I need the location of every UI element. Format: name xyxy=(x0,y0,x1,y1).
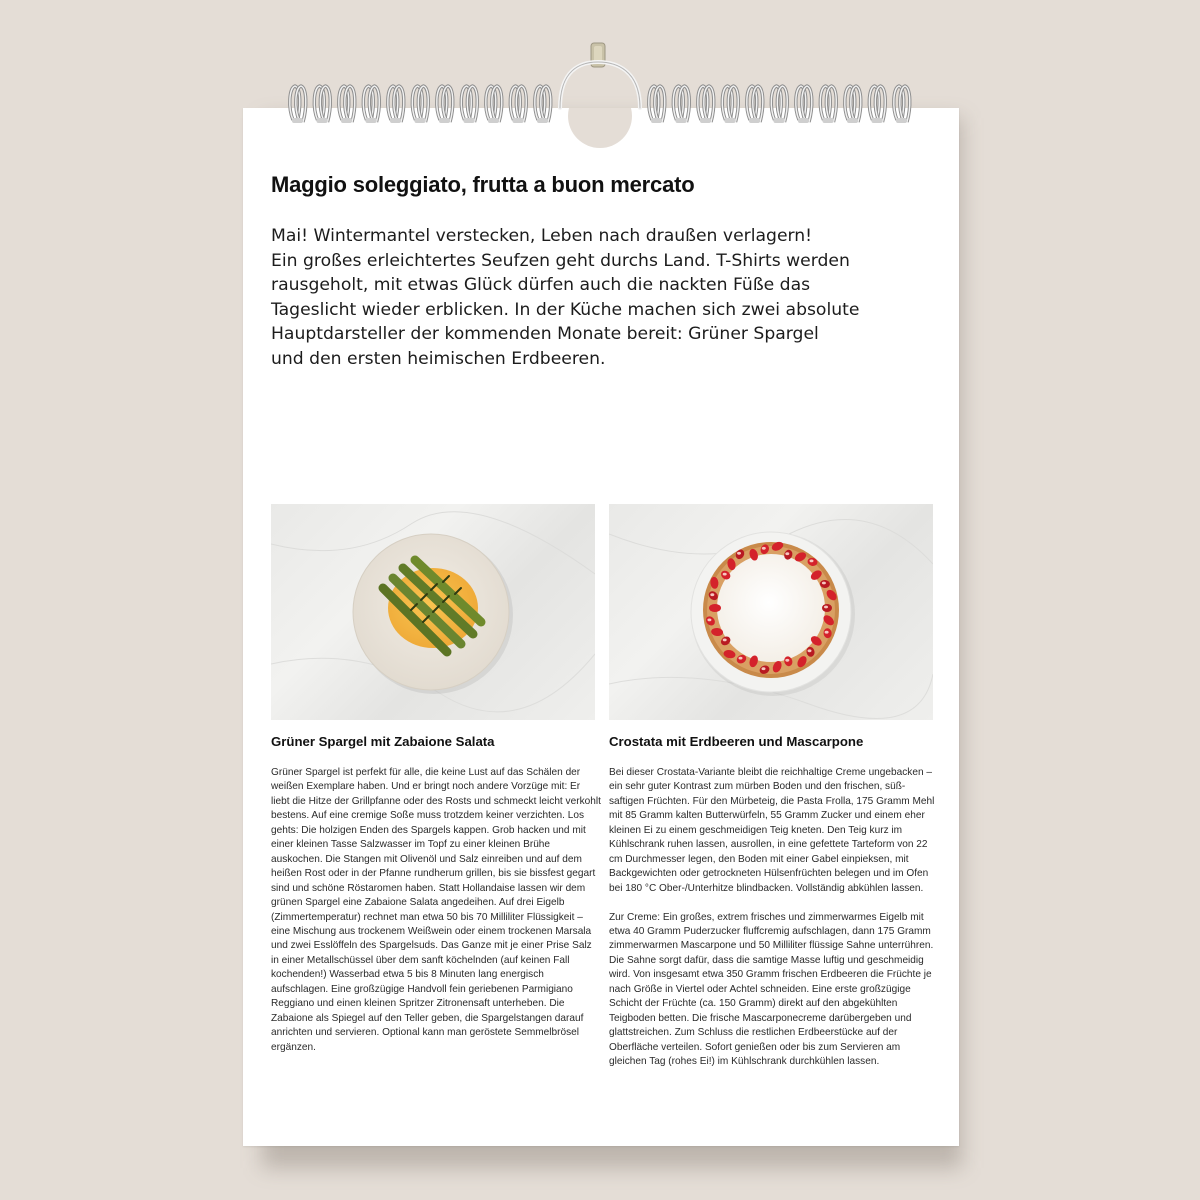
strawberry-cut xyxy=(825,631,829,634)
page-title: Maggio soleggiato, frutta a buon mercato xyxy=(271,172,695,197)
recipe-text-asparagus xyxy=(271,766,601,1055)
strawberry-cut xyxy=(808,649,812,652)
crostata-photo xyxy=(609,504,933,720)
strawberry-cut xyxy=(762,547,766,550)
hanging-hole xyxy=(568,84,632,148)
strawberry-cut xyxy=(723,573,727,576)
strawberry-cut xyxy=(785,552,789,555)
wall-hook-icon xyxy=(591,43,605,67)
strawberry-cut xyxy=(739,657,743,660)
strawberry-piece xyxy=(709,604,721,612)
strawberry-cut xyxy=(737,552,741,555)
recipe-title-crostata: Crostata mit Erdbeeren und Mascarpone xyxy=(609,734,864,749)
recipe-text-crostata xyxy=(609,766,939,1070)
recipe-paragraph: Grüner Spargel ist perfekt für alle, die keine Lust auf das Schälen der weißen Exemplare haben. Und er bringt noch andere Vorzüge mit: Er liebt die Hitze der Grillpfanne oder des Rosts und schmeckt leicht verkohlt bestens. Auf eine cremige Soße muss trotzdem keiner verzichten. Los gehts: Die holzigen Enden des Spargels kappen. Grob hacken und mit einer kleinen Tasse Salzwasser im Topf zu einer kleinen Brühe auskochen. Die Stangen mit Olivenöl und Salz einreiben und auf dem heißen Rost oder in der Pfanne rundherum grillen, bis sie bissfest gegart sind und schöne Röstaromen haben. Statt Hollandaise lassen wir dem grünen Spargel eine Zabaione Salata angedeihen. Auf drei Eigelb (Zimmertemperatur) rechnet man etwa 50 bis 70 Milliliter Flüssigkeit – eine Mischung aus trockenem Weißwein oder einem trockenen Marsala und zwei Esslöffeln des Spargelsuds. Das Ganze mit je einer Prise Salz in einer Metallschüssel über dem sanft köchelnden (auf keinen Fall kochenden!) Wasserbad etwa 5 bis 8 Minuten lang energisch aufschlagen. Eine großzügige Handvoll fein geriebenen Parmigiano Reggiano und einen kleinen Spritzer Zitronensaft unterheben. Die Zabaione als Spiegel auf den Teller geben, die Spargelstangen darauf anrichten und servieren. Optional kann man geröstete Semmelbrösel ergänzen. xyxy=(271,767,601,1053)
recipe-title-asparagus: Grüner Spargel mit Zabaione Salata xyxy=(271,734,495,749)
strawberry-cut xyxy=(710,593,714,596)
strawberry-cut xyxy=(822,582,826,585)
intro-text: Mai! Wintermantel verstecken, Leben nach draußen verlagern! Ein großes erleichtertes Seufzen geht durchs Land. T-Shirts werden rausgeholt, mit etwas Glück dürfen auch die nackten Füße das Tageslicht wieder erblicken. In der Küche machen sich zwei absolute Hauptdarsteller der kommenden Monate bereit: Grüner Spargel und den ersten heimischen Erdbeeren. xyxy=(271,226,860,369)
strawberry-cut xyxy=(707,619,711,622)
strawberry-cut xyxy=(824,606,828,609)
recipe-paragraph: Bei dieser Crostata-Variante bleibt die reichhaltige Creme ungebacken – ein sehr guter Kontrast zum mürben Boden und den frischen, süß-saftigen Früchten. Für den Mürbeteig, die Pasta Frolla, 175 Gramm Mehl mit 85 Gramm kalten Butterwürfeln, 55 Gramm Zucker und einem eher kleinen Ei zu einem geschmeidigen Teig kneten. Den Teig kurz im Kühlschrank ruhen lassen, ausrollen, in eine gefettete Tarteform von 22 cm Durchmesser legen, den Boden mit einer Gabel einpieksen, mit Backgewichten oder getrockneten Hülsenfrüchten belegen und im Ofen bei 180 °C Ober-/Unterhitze blindbacken. Vollständig abkühlen lassen. xyxy=(609,767,935,894)
strawberry-cut xyxy=(810,560,814,563)
recipe-paragraph: Zur Creme: Ein großes, extrem frisches und zimmerwarmes Eigelb mit etwa 40 Gramm Puderzucker fluffcremig aufschlagen, dann 175 Gramm zimmerwarmen Mascarpone und 50 Milliliter flüssige Sahne unterrühren. Die Sahne sorgt dafür, dass die samtige Masse luftig und geschmeidig wird. Von insgesamt etwa 350 Gramm frischen Erdbeeren die Früchte je nach Größe in Viertel oder Achtel schneiden. Eine erste großzügige Schicht der Früchte (ca. 150 Gramm) direkt auf den abgekühlten Teigboden betten. Die frische Mascarponecreme darübergeben und glattstreichen. Zum Schluss die restlichen Erdbeerstücke auf der Oberfläche verteilen. Sofort genießen oder bis zum Servieren am gleichen Tag (rohes Ei!) im Kühlschrank durchkühlen lassen. xyxy=(609,911,934,1068)
strawberry-cut xyxy=(723,639,727,642)
strawberry-cut xyxy=(785,659,789,662)
strawberry-cut xyxy=(762,667,766,670)
asparagus-photo xyxy=(271,504,595,720)
